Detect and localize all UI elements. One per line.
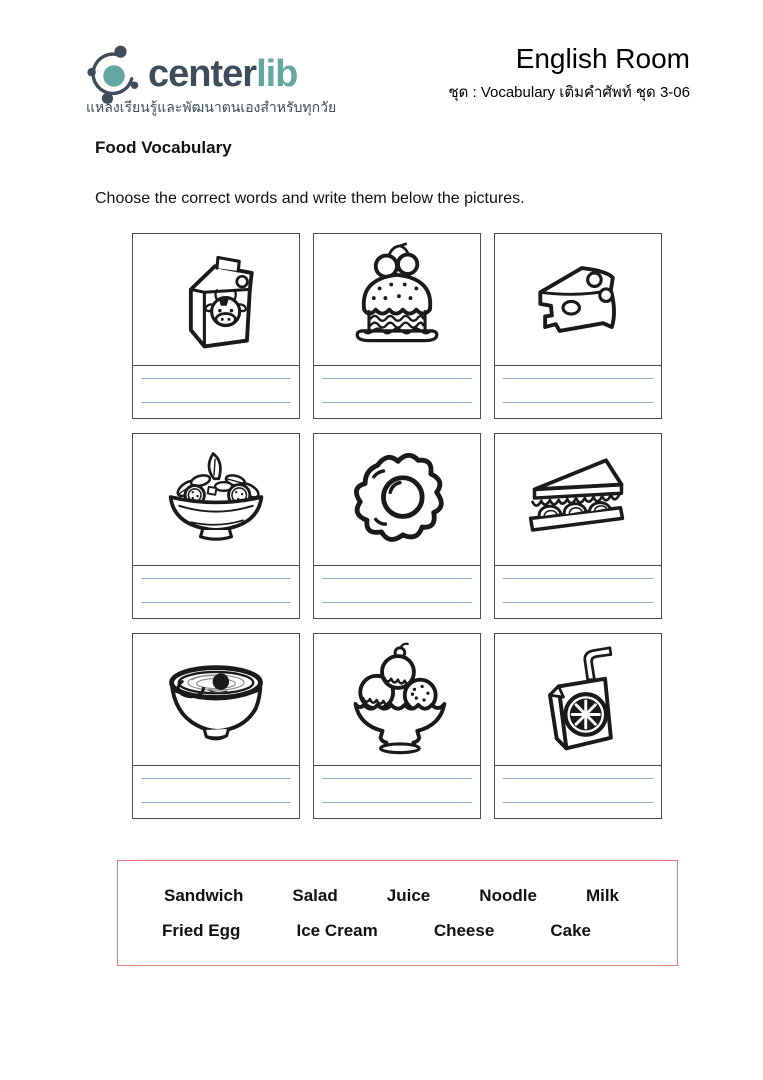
- word-ice-cream: Ice Cream: [296, 920, 378, 940]
- answer-line[interactable]: [503, 578, 653, 579]
- picture-cell-salad: [132, 433, 300, 619]
- cake-icon: [338, 242, 456, 358]
- ice-cream-icon: [338, 642, 456, 758]
- logo-word-center: center: [148, 53, 257, 95]
- logo-wordmark: [148, 55, 297, 93]
- answer-line[interactable]: [322, 402, 472, 403]
- picture-cell-juice: [494, 633, 662, 819]
- picture-cell-ice-cream: [313, 633, 481, 819]
- title-block: [448, 42, 690, 104]
- answer-line[interactable]: [322, 378, 472, 379]
- logo-word-lib: lib: [256, 53, 298, 95]
- sandwich-icon: [519, 442, 637, 558]
- word-bank: [117, 860, 678, 966]
- word-milk: Milk: [585, 885, 619, 905]
- picture-cell-sandwich: [494, 433, 662, 619]
- word-fried-egg: Fried Egg: [162, 920, 241, 940]
- picture-cell-cheese: [494, 233, 662, 419]
- picture-cell-noodle: [132, 633, 300, 819]
- word-cake: Cake: [550, 920, 591, 940]
- answer-line[interactable]: [322, 802, 472, 803]
- answer-line[interactable]: [322, 578, 472, 579]
- answer-line[interactable]: [322, 602, 472, 603]
- word-cheese: Cheese: [433, 920, 495, 940]
- answer-line[interactable]: [503, 378, 653, 379]
- answer-line[interactable]: [141, 378, 291, 379]
- milk-carton-icon: [157, 242, 275, 358]
- word-noodle: Noodle: [479, 885, 537, 905]
- cheese-icon: [519, 242, 637, 358]
- picture-cell-milk: [132, 233, 300, 419]
- logo-tagline: แหล่งเรียนรู้และพัฒนาตนเองสำหรับทุกวัย: [86, 99, 337, 115]
- word-salad: Salad: [292, 885, 338, 905]
- answer-line[interactable]: [503, 778, 653, 779]
- word-sandwich: Sandwich: [164, 885, 244, 905]
- page-subtitle: ชุด : Vocabulary เติมคำศัพท์ ชุด 3-06: [448, 83, 690, 101]
- noodle-bowl-icon: [157, 642, 275, 758]
- picture-cell-cake: [313, 233, 481, 419]
- answer-line[interactable]: [141, 578, 291, 579]
- worksheet-heading: Food Vocabulary: [95, 138, 232, 157]
- picture-cell-fried-egg: [313, 433, 481, 619]
- salad-icon: [157, 442, 275, 558]
- answer-line[interactable]: [503, 402, 653, 403]
- page-title: English Room: [515, 43, 690, 74]
- answer-line[interactable]: [322, 778, 472, 779]
- answer-line[interactable]: [503, 802, 653, 803]
- worksheet-instruction: Choose the correct words and write them below the pictures.: [95, 190, 525, 207]
- juice-box-icon: [519, 642, 637, 758]
- word-juice: Juice: [386, 885, 431, 905]
- answer-line[interactable]: [141, 402, 291, 403]
- picture-grid: [132, 233, 662, 819]
- answer-line[interactable]: [503, 602, 653, 603]
- answer-line[interactable]: [141, 778, 291, 779]
- answer-line[interactable]: [141, 802, 291, 803]
- answer-line[interactable]: [141, 602, 291, 603]
- fried-egg-icon: [338, 442, 456, 558]
